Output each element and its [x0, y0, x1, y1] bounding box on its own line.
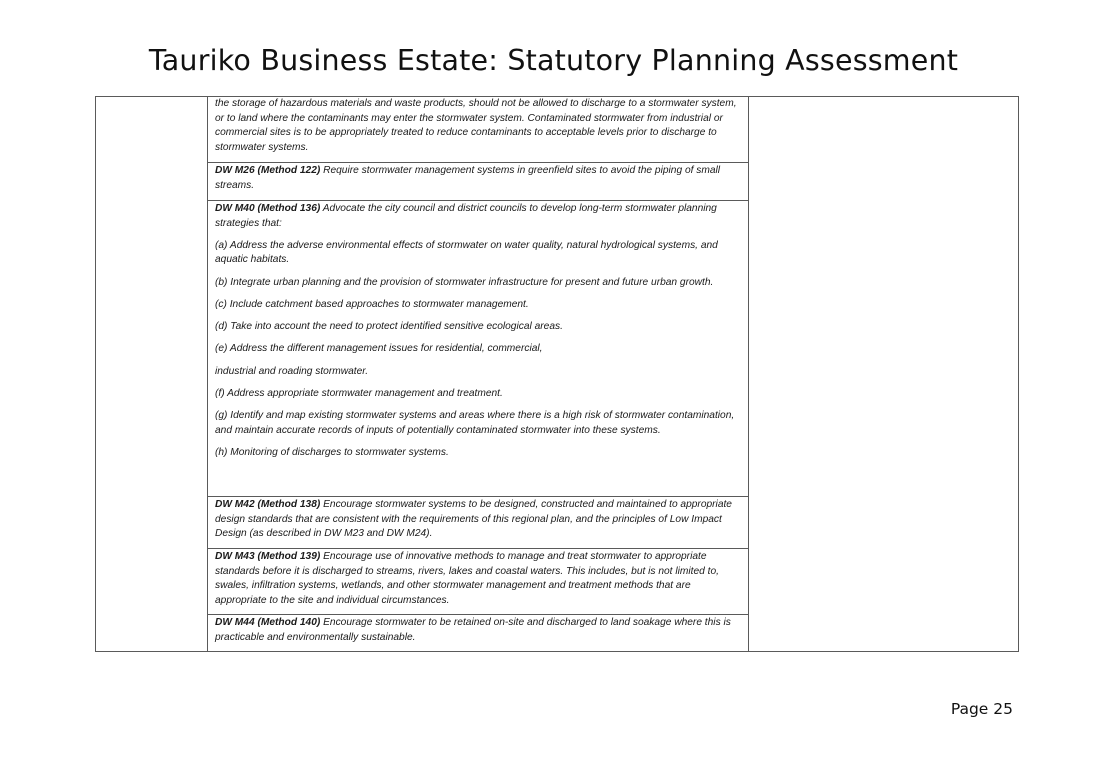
method-reference: DW M40 (Method 136) — [215, 203, 321, 214]
table-row — [208, 549, 748, 615]
paragraph-text: Require stormwater management systems in greenfield sites to avoid the piping of small streams. — [215, 165, 721, 191]
page-title: Tauriko Business Estate: Statutory Planning Assessment — [148, 44, 959, 77]
method-reference: DW M42 (Method 138) — [215, 499, 321, 510]
table-paragraph — [215, 409, 740, 438]
policy-table — [95, 96, 1019, 652]
paragraph-text: (c) Include catchment based approaches to stormwater management. — [215, 298, 529, 310]
paragraph-text: Encourage use of innovative methods to manage and treat stormwater to appropriate standards before it is discharged to streams, rivers, lakes and coastal waters. This includes, but is not limited to, swales, infiltration systems, wetlands, and other stormwater management and treatment methods that are appropriate to the site and individual circumstances. — [215, 551, 719, 606]
table-paragraph — [215, 164, 740, 193]
paragraph-text: (e) Address the different management issues for residential, commercial, — [215, 343, 543, 355]
table-paragraph — [215, 239, 740, 268]
table-paragraph — [215, 342, 740, 357]
method-reference: DW M43 (Method 139) — [215, 551, 321, 562]
page-number: Page 25 — [950, 700, 1013, 718]
table-paragraph — [215, 97, 740, 155]
method-reference: DW M44 (Method 140) — [215, 617, 321, 628]
table-paragraph — [215, 387, 740, 402]
table-paragraph — [215, 498, 740, 542]
paragraph-text: (a) Address the adverse environmental effects of stormwater on water quality, natural hydrological systems, and aquatic habitats. — [215, 239, 718, 266]
paragraph-text: the storage of hazardous materials and waste products, should not be allowed to discharge to a stormwater system, or to land where the contaminants may enter the stormwater system. Contaminated stormwater from industrial or commercial sites is to be appropriately treated to reduce contaminants to acceptable levels prior to discharge to stormwater systems. — [215, 98, 737, 153]
table-row — [208, 615, 748, 651]
paragraph-text: Encourage stormwater to be retained on-site and discharged to land soakage where this is practicable and environmentally sustainable. — [215, 617, 731, 643]
paragraph-text: (g) Identify and map existing stormwater systems and areas where there is a high risk of stormwater contamination, and maintain accurate records of inputs of potentially contaminated stormwater into these systems. — [215, 410, 735, 436]
table-paragraph — [215, 550, 740, 608]
table-paragraph — [215, 202, 740, 231]
table-row — [208, 497, 748, 549]
paragraph-text: (f) Address appropriate stormwater management and treatment. — [215, 388, 503, 400]
paragraph-text: (b) Integrate urban planning and the provision of stormwater infrastructure for present and future urban growth. — [215, 276, 714, 288]
table-paragraph — [215, 446, 740, 461]
table-paragraph — [215, 276, 740, 291]
column-divider-right — [748, 97, 749, 651]
paragraph-text: (d) Take into account the need to protect identified sensitive ecological areas. — [215, 321, 563, 333]
paragraph-text: (h) Monitoring of discharges to stormwater systems. — [215, 447, 449, 459]
paragraph-text: industrial and roading stormwater. — [215, 365, 369, 377]
paragraph-text: Advocate the city council and district councils to develop long-term stormwater planning strategies that: — [215, 203, 717, 229]
method-reference: DW M26 (Method 122) — [215, 165, 321, 176]
table-paragraph — [215, 298, 740, 313]
table-paragraph — [215, 320, 740, 335]
table-paragraph — [215, 616, 740, 645]
paragraph-text: Encourage stormwater systems to be designed, constructed and maintained to appropriate design standards that are consistent with the requirements of this regional plan, and the principles of Low Impact Design (as described in DW M23 and DW M24). — [215, 499, 732, 539]
table-paragraph — [215, 365, 740, 380]
table-row — [208, 163, 748, 201]
table-row — [208, 97, 748, 163]
table-row — [208, 201, 748, 497]
